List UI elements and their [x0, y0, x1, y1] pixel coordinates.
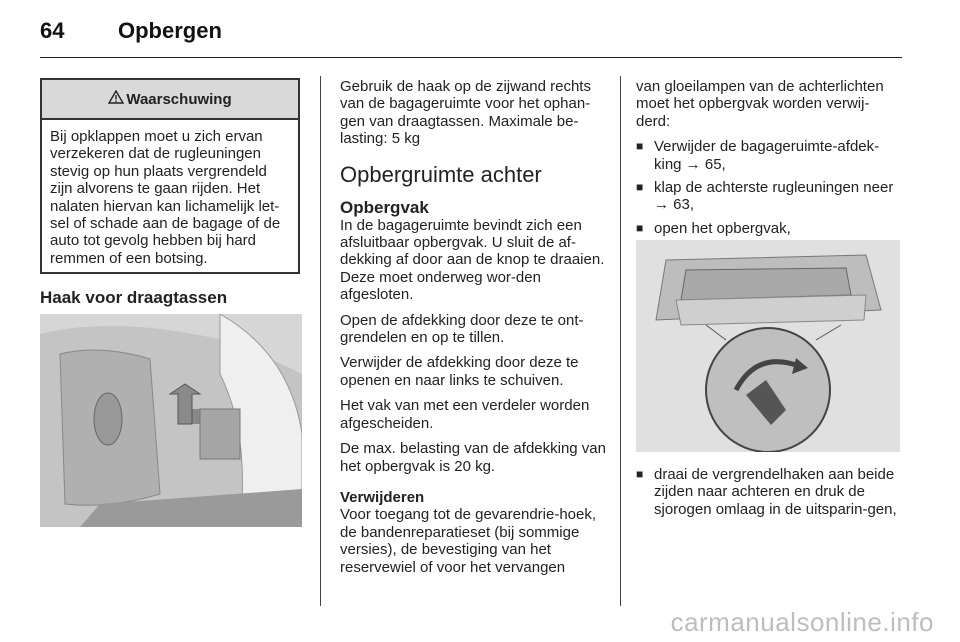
watermark: carmanualsonline.info [670, 607, 934, 637]
right-column-continued [636, 466, 902, 524]
warning-header [42, 80, 298, 120]
warning-line: sel of schade aan de bagage of de [50, 215, 281, 233]
page-header [40, 18, 222, 44]
paragraph: Verwijder de afdekking door deze te openen en naar links te schuiven. [340, 354, 579, 389]
page-title: Opbergen [118, 18, 222, 43]
paragraph: Het vak van met een verdeler worden afgescheiden. [340, 397, 590, 432]
warning-title: Waarschuwing [126, 90, 232, 108]
bullet-item: ■ draai de vergrendelhaken aan beide zijden naar achteren en druk de sjorogen omlaag in de uitsparin-gen, [636, 466, 902, 518]
right-column [636, 78, 902, 243]
paragraph: De max. belasting van de afdekking van het opbergvak is 20 kg. [340, 440, 606, 475]
subsection-title: Opbergvak [340, 197, 429, 217]
warning-line: Bij opklappen moet u zich ervan [50, 128, 263, 145]
warning-line: verzekeren dat de rugleuningen [50, 145, 261, 163]
warning-line: zijn alvorens te gaan rijden. Het [50, 180, 261, 198]
bullet-item: ■ klap de achterste rugleuningen neer → 63, [636, 179, 902, 214]
warning-line: remmen of een botsing. [50, 249, 208, 267]
bullet-list [636, 138, 902, 237]
bullet-item: ■ Verwijder de bagageruimte-afdek-king → 65, [636, 138, 902, 173]
bullet-list [636, 466, 902, 518]
paragraph: Gebruik de haak op de zijwand rechts van de bagageruimte voor het ophan-gen van draagtassen. Maximale be-lasting: 5 kg [340, 78, 591, 148]
paragraph: Voor toegang tot de gevarendrie-hoek, de bandenreparatieset (bij sommige versies), de bevestiging van het reservewiel of voor het vervangen [340, 506, 597, 576]
warning-text [42, 120, 298, 275]
section-heading-hook: Haak voor draagtassen [40, 288, 228, 307]
warning-line: nalaten hiervan kan lichamelijk let- [50, 197, 280, 215]
page-number: 64 [40, 18, 65, 43]
column-divider [620, 76, 621, 606]
warning-box [40, 78, 300, 274]
middle-column [340, 78, 608, 584]
section-title: Opbergruimte achter [340, 161, 542, 187]
remove-title: Verwijderen [340, 488, 425, 506]
bullet-item: ■ open het opbergvak, [636, 220, 902, 237]
header-rule [40, 57, 902, 58]
column-divider [320, 76, 321, 606]
paragraph: Open de afdekking door deze te ont-grendelen en op te tillen. [340, 311, 584, 347]
trunk-hook-photo [40, 314, 302, 527]
storage-compartment-photo [636, 240, 900, 452]
warning-line: auto tot gevolg hebben bij hard [50, 232, 256, 250]
warning-triangle-icon [108, 90, 124, 108]
paragraph: In de bagageruimte bevindt zich een afsluitbaar opbergvak. U sluit de af-dekking af door aan de knop te draaien. Deze moet onderweg wor-den afgesloten. [340, 216, 605, 304]
paragraph: van gloeilampen van de achterlichten moet het opbergvak worden verwij-derd: [636, 78, 884, 130]
warning-line: stevig op hun plaats vergrendeld [50, 162, 267, 180]
